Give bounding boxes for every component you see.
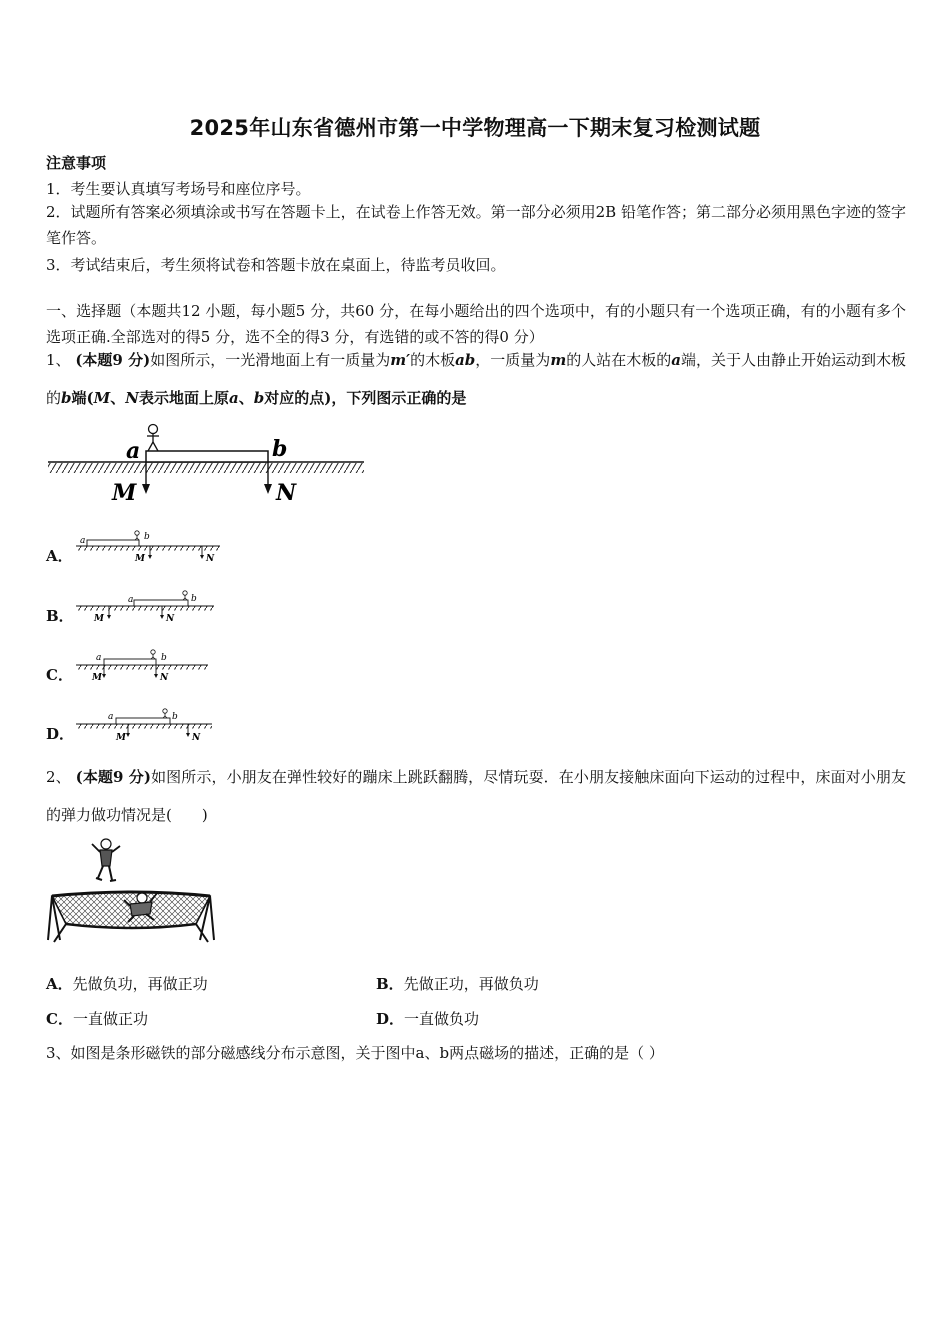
q2-option-a bbox=[46, 973, 208, 994]
q2-body: 如图所示，小朋友在弹性较好的蹦床上跳跃翻腾，尽情玩耍．在小朋友接触床面向下运动的过程中，床面对小朋友的弹力做功情况是( ) bbox=[46, 768, 906, 824]
q1-text-b: 的木板 bbox=[410, 351, 456, 369]
q1-text-e: 端，关于人由静止开始运动到木板的 bbox=[46, 351, 906, 407]
svg-text:b: b bbox=[172, 712, 178, 722]
q1-option-b-figure bbox=[74, 588, 224, 626]
q1-figure bbox=[46, 420, 368, 506]
q1-option-a-label: A． bbox=[46, 547, 73, 565]
q1-pt-m: M bbox=[93, 389, 111, 407]
q2-option-a-label: A． bbox=[46, 975, 73, 993]
ground-hatch bbox=[48, 463, 364, 473]
question-3-text: 3、如图是条形磁铁的部分磁感线分布示意图，关于图中a、b两点磁场的描述，正确的是（ ） bbox=[46, 1044, 664, 1062]
svg-text:a: a bbox=[96, 653, 102, 663]
notice-item-3: 3．考试结束后，考生须将试卷和答题卡放在桌面上，待监考员收回。 bbox=[46, 256, 506, 274]
svg-text:M: M bbox=[116, 733, 126, 743]
q2-option-d bbox=[376, 1008, 479, 1029]
q1-option-d-label: D． bbox=[46, 725, 75, 743]
child-jumping bbox=[92, 839, 120, 881]
svg-text:N: N bbox=[192, 733, 201, 743]
q1-option-c-figure bbox=[74, 647, 224, 685]
q2-option-a-text: 先做负功，再做正功 bbox=[72, 975, 208, 993]
q2-option-b-text: 先做正功，再做负功 bbox=[403, 975, 539, 993]
label-n: N bbox=[276, 480, 297, 506]
q2-option-d-label: D． bbox=[376, 1010, 405, 1028]
svg-text:N: N bbox=[160, 673, 169, 683]
board bbox=[146, 451, 268, 462]
svg-text:M: M bbox=[92, 673, 102, 683]
person-figure bbox=[147, 425, 159, 452]
q1-end-b: b bbox=[61, 389, 72, 407]
q1-text-g: 表示地面上原 bbox=[138, 389, 229, 407]
q1-end-b-2: b bbox=[253, 389, 265, 407]
trampoline-figure bbox=[46, 836, 216, 948]
svg-text:b: b bbox=[161, 653, 167, 663]
q2-option-c bbox=[46, 1008, 148, 1029]
q1-text-f: 端( bbox=[71, 389, 94, 407]
q1-option-d-figure bbox=[74, 706, 224, 744]
q2-option-c-text: 一直做正功 bbox=[72, 1010, 148, 1028]
q1-text-c: ，一质量为 bbox=[475, 351, 551, 369]
page-title: 2025年山东省德州市第一中学物理高一下期末复习检测试题 bbox=[189, 116, 761, 140]
svg-text:N: N bbox=[206, 554, 215, 564]
q1-number: 1、 bbox=[46, 351, 71, 369]
svg-text:a: a bbox=[80, 536, 86, 546]
q1-score: (本题9 分) bbox=[75, 351, 151, 369]
q1-board: ab bbox=[455, 351, 476, 369]
svg-text:a: a bbox=[108, 712, 114, 722]
q2-number: 2、 bbox=[46, 768, 71, 786]
svg-text:M: M bbox=[135, 554, 145, 564]
svg-text:M: M bbox=[94, 614, 104, 624]
q1-option-b-label: B． bbox=[46, 607, 74, 625]
question-1-text bbox=[46, 341, 906, 417]
q1-end-a: a bbox=[671, 351, 681, 369]
svg-text:b: b bbox=[144, 532, 150, 542]
q2-option-d-text: 一直做负功 bbox=[404, 1010, 480, 1028]
q1-mass-board: m′ bbox=[390, 351, 411, 369]
notice-heading: 注意事项 bbox=[46, 154, 107, 172]
q2-option-c-label: C． bbox=[46, 1010, 73, 1028]
q1-option-c-label: C． bbox=[46, 666, 73, 684]
label-a: a bbox=[126, 438, 141, 464]
label-b: b bbox=[272, 436, 288, 462]
svg-text:a: a bbox=[128, 595, 134, 605]
q1-pt-n: N bbox=[125, 389, 139, 407]
q2-score: (本题9 分) bbox=[75, 768, 151, 786]
q1-text-h: 对应的点)，下列图示正确的是 bbox=[264, 389, 467, 407]
arrow-m-head bbox=[142, 484, 150, 494]
q1-end-a-2: a bbox=[228, 389, 239, 407]
notice-item-1: 1．考生要认真填写考场号和座位序号。 bbox=[46, 180, 311, 198]
q1-text-a: 如图所示，一光滑地面上有一质量为 bbox=[150, 351, 391, 369]
q1-sep: 、 bbox=[110, 389, 126, 407]
question-2-text bbox=[46, 758, 906, 834]
q2-option-b-label: B． bbox=[376, 975, 404, 993]
label-m: M bbox=[112, 480, 137, 506]
notice-item-2: 2．试题所有答案必须填涂或书写在答题卡上，在试卷上作答无效。第一部分必须用2B 铅笔作答；第二部分必须用黑色字迹的签字笔作答。 bbox=[46, 203, 906, 247]
q1-option-a-figure bbox=[74, 528, 224, 566]
svg-text:b: b bbox=[191, 594, 197, 604]
q1-text-d: 的人站在木板的 bbox=[566, 351, 672, 369]
q2-option-b bbox=[376, 973, 539, 994]
svg-text:N: N bbox=[166, 614, 175, 624]
arrow-n-head bbox=[264, 484, 272, 494]
section-intro: 一、选择题（本题共12 小题，每小题5 分，共60 分，在每小题给出的四个选项中，有的小题只有一个选项正确，有的小题有多个选项正确.全部选对的得5 分，选不全的得3 分，有选错的或不答的得0 分） bbox=[46, 302, 906, 346]
q1-mass-person: m bbox=[550, 351, 567, 369]
q1-sep-2: 、 bbox=[238, 389, 254, 407]
